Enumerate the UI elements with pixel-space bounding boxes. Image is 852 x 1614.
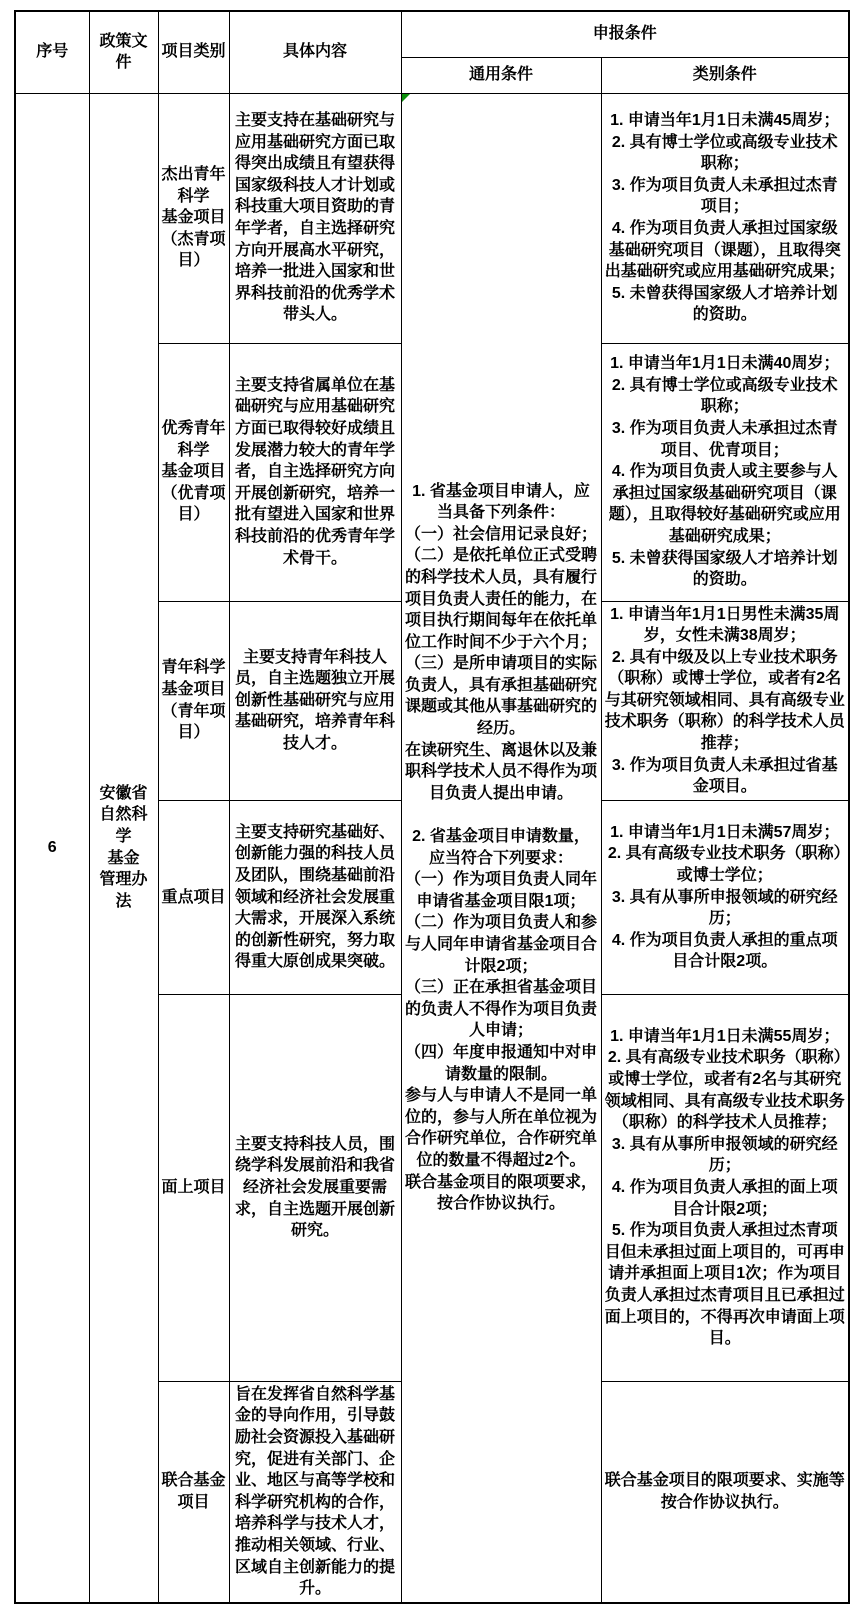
header-project-category: 项目类别	[158, 11, 229, 93]
text-line: （二）作为项目负责人和参与人同年申请省基金项目合计限2项；	[404, 914, 597, 975]
text-line: 4. 作为项目负责人承担的面上项目合计限2项；	[611, 1179, 838, 1218]
text-line: 联合基金项目的限项要求、实施等按合作协议执行。	[604, 1472, 845, 1511]
general-conditions-cell	[401, 93, 601, 1603]
text-line: 基金项目	[161, 463, 226, 481]
text-line: 1. 申请当年1月1日男性未满35周岁，女性未满38周岁；	[610, 605, 840, 645]
text-line: （四）年度申报通知中对申请数量的限制。	[404, 1043, 597, 1083]
text-line: 基金项目	[161, 681, 226, 699]
category-cell	[158, 93, 229, 343]
text-line: 3. 作为项目负责人未承担过杰青项目；	[611, 176, 838, 216]
text-line: 自然科学	[99, 806, 148, 846]
text-line: 4. 作为项目负责人承担的重点项目合计限2项。	[611, 931, 838, 971]
text-line: （一）社会信用记录良好；	[404, 525, 597, 543]
header-class-conditions: 类别条件	[601, 57, 849, 93]
category-cell	[158, 601, 229, 800]
text-line: （三）是所申请项目的实际负责人，具有承担基础研究课题或其他从事基础研究的经历。	[404, 655, 597, 738]
text-line: （二）是依托单位正式受聘的科学技术人员，具有履行项目负责人责任的能力，在项目执行期间每年在依托单位工作时间不少于六个月；	[404, 547, 597, 651]
content-cell: 主要支持在基础研究与应用基础研究方面已取得突出成绩且有望获得国家级科技人才计划或科技重大项目资助的青年学者，自主选择研究方向开展高水平研究，培养一批进入国家和世界科技前沿的优秀学术带头人。	[229, 93, 401, 343]
text-line: 3. 作为项目负责人未承担过杰青项目、优青项目；	[611, 420, 838, 459]
text-line: 3. 具有从事所申报领域的研究经历；	[611, 1135, 838, 1175]
text-line: 目）	[177, 252, 210, 270]
text-line: 优秀青年	[161, 420, 226, 438]
text-line: 2. 具有博士学位或高级专业技术职称；	[611, 376, 838, 416]
text-line: 联合基金项目的限项要求，按合作协议执行。	[404, 1173, 597, 1213]
text-line: 5. 作为项目负责人承担过杰青项目但未承担过面上项目的，可再申请并承担面上项目1次；作为项目负责人承担过杰青项目且已承担过面上项目的，不得再次申请面上项目。	[604, 1222, 845, 1348]
category-cell	[158, 1381, 229, 1602]
text-line: 联合基金	[161, 1472, 226, 1490]
text-line: 4. 作为项目负责人或主要参与人承担过国家级基础研究项目（课题），且取得较好基础研究或应用基础研究成果；	[608, 463, 841, 545]
category-cell	[158, 343, 229, 601]
text-line: 在读研究生、离退休以及兼职科学技术人员不得作为项目负责人提出申请。	[404, 741, 597, 802]
text-line: 面上项目	[161, 1179, 226, 1197]
text-line: 5. 未曾获得国家级人才培养计划的资助。	[611, 549, 838, 589]
serial-no-cell: 6	[15, 93, 89, 1603]
text-line: 安徽省	[99, 784, 148, 802]
text-line: （一）作为项目负责人同年申请省基金项目限1项；	[404, 871, 597, 910]
text-line: 2. 具有高级专业技术职务（职称）或博士学位；	[607, 845, 842, 884]
header-application-conditions: 申报条件	[401, 11, 849, 57]
text-line: 1. 申请当年1月1日未满40周岁；	[610, 355, 840, 373]
class-conditions-cell	[601, 343, 849, 601]
text-line: 3. 具有从事所申报领域的研究经历；	[611, 888, 838, 928]
text-line: 3. 作为项目负责人未承担过省基金项目。	[611, 756, 838, 796]
content-cell: 旨在发挥省自然科学基金的导向作用，引导鼓励社会资源投入基础研究，促进有关部门、企业、地区与高等学校和科学研究机构的合作，培养科学与技术人才，推动相关领域、行业、区域自主创新能力的提升。	[229, 1381, 401, 1602]
class-conditions-cell	[601, 800, 849, 994]
content-cell: 主要支持研究基础好、创新能力强的科技人员及团队，围绕基础前沿领域和经济社会发展重大需求，开展深入系统的创新性研究，努力取得重大原创成果突破。	[229, 800, 401, 994]
text-line: 2. 具有博士学位或高级专业技术职称；	[611, 133, 838, 173]
header-serial-no: 序号	[15, 11, 89, 93]
text-line: 青年科学	[161, 659, 226, 677]
text-line	[405, 804, 598, 826]
text-line: （杰青项	[161, 230, 226, 248]
text-line: 1. 申请当年1月1日未满55周岁；	[610, 1027, 840, 1045]
class-conditions-cell	[601, 93, 849, 343]
content-cell: 主要支持青年科技人员，自主选题独立开展创新性基础研究与应用基础研究，培养青年科技人才。	[229, 601, 401, 800]
text-line: 2. 具有高级专业技术职务（职称）或博士学位，或者有2名与其研究领域相同、具有高级专业技术职务（职称）的科学技术人员推荐；	[604, 1049, 845, 1132]
text-line: 5. 未曾获得国家级人才培养计划的资助。	[611, 284, 838, 324]
header-general-conditions: 通用条件	[401, 57, 601, 93]
content-cell: 主要支持省属单位在基础研究与应用基础研究方面已取得较好成绩且发展潜力较大的青年学者，自主选择研究方向开展创新研究，培养一批有望进入国家和世界科技前沿的优秀青年学术骨干。	[229, 343, 401, 601]
text-line: 科学	[177, 187, 210, 205]
text-line: 4. 作为项目负责人承担过国家级基础研究项目（课题），且取得突出基础研究或应用基础研究成果；	[604, 220, 845, 281]
general-conditions-text	[405, 481, 598, 1215]
text-line: 杰出青年	[161, 166, 226, 184]
class-conditions-cell	[601, 1381, 849, 1602]
policy-doc-cell	[89, 93, 158, 1603]
header-policy-doc: 政策文件	[89, 11, 158, 93]
text-line: 基金	[107, 849, 140, 867]
text-line: 2. 省基金项目申请数量，应当符合下列要求：	[412, 828, 590, 867]
text-line: 目）	[177, 724, 210, 742]
class-conditions-cell	[601, 994, 849, 1381]
text-line: 目）	[177, 506, 210, 524]
category-cell	[158, 800, 229, 994]
text-line: 科学	[177, 441, 210, 459]
text-line: 1. 省基金项目申请人，应当具备下列条件：	[412, 482, 590, 522]
text-line: （青年项	[161, 702, 226, 720]
text-line: （优青项	[161, 484, 226, 502]
text-line: 管理办法	[99, 871, 148, 910]
text-line: 1. 申请当年1月1日未满57周岁；	[610, 823, 840, 841]
text-line: 2. 具有中级及以上专业技术职务（职称）或博士学位，或者有2名与其研究领域相同、具有高级专业技术职务（职称）的科学技术人员推荐；	[604, 648, 845, 753]
text-line: （三）正在承担省基金项目的负责人不得作为项目负责人申请；	[404, 979, 597, 1040]
text-line: 基金项目	[161, 209, 226, 227]
header-specific-content: 具体内容	[229, 11, 401, 93]
text-line: 项目	[177, 1493, 210, 1511]
class-conditions-cell	[601, 601, 849, 800]
content-cell: 主要支持科技人员，围绕学科发展前沿和我省经济社会发展重要需求，自主选题开展创新研究。	[229, 994, 401, 1381]
category-cell	[158, 994, 229, 1381]
text-line: 参与人与申请人不是同一单位的，参与人所在单位视为合作研究单位，合作研究单位的数量不得超过2个。	[404, 1087, 597, 1169]
text-line: 重点项目	[161, 888, 226, 906]
policy-table	[14, 10, 850, 1604]
text-line: 1. 申请当年1月1日未满45周岁；	[610, 112, 840, 130]
cell-error-marker-icon	[402, 94, 410, 102]
